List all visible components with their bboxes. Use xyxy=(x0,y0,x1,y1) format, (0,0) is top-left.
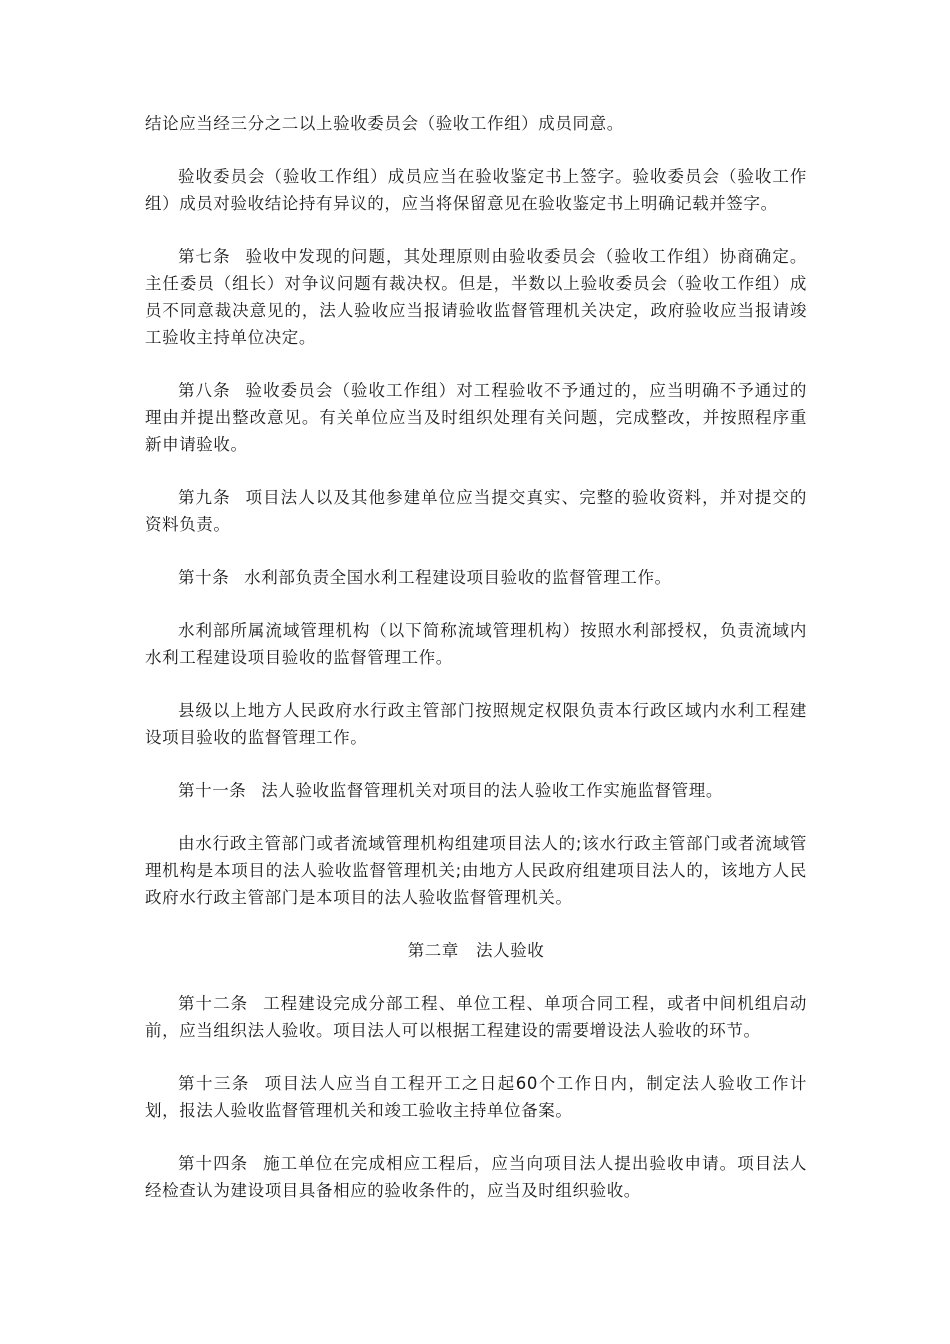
article-number: 第十一条 xyxy=(178,781,247,800)
paragraph-text: 由水行政主管部门或者流域管理机构组建项目法人的;该水行政主管部门或者流域管理机构是本项目的法人验收监督管理机关;由地方人民政府组建项目法人的，该地方人民政府水行政主管部门是本项目的法人验收监督管理机关。 xyxy=(145,834,807,907)
article-number: 第十二条 xyxy=(178,994,249,1013)
article-14 xyxy=(145,1150,807,1204)
article-number: 第九条 xyxy=(178,488,231,507)
article-8 xyxy=(145,377,807,458)
paragraph-continuation xyxy=(145,110,807,137)
article-7 xyxy=(145,243,807,351)
article-11 xyxy=(145,777,807,804)
chapter-heading: 第二章 法人验收 xyxy=(407,941,545,960)
article-text: 水利部负责全国水利工程建设项目验收的监督管理工作。 xyxy=(244,568,672,587)
article-number: 第十四条 xyxy=(178,1154,249,1173)
article-text: 验收中发现的问题，其处理原则由验收委员会（验收工作组）协商确定。主任委员（组长）对争议问题有裁决权。但是，半数以上验收委员会（验收工作组）成员不同意裁决意见的，法人验收应当报请验收监督管理机关决定，政府验收应当报请竣工验收主持单位决定。 xyxy=(145,247,807,347)
paragraph-text: 验收委员会（验收工作组）成员应当在验收鉴定书上签字。验收委员会（验收工作组）成员对验收结论持有异议的，应当将保留意见在验收鉴定书上明确记载并签字。 xyxy=(145,167,807,213)
article-10 xyxy=(145,564,807,591)
article-text: 项目法人以及其他参建单位应当提交真实、完整的验收资料，并对提交的资料负责。 xyxy=(145,488,807,534)
article-text: 验收委员会（验收工作组）对工程验收不予通过的，应当明确不予通过的理由并提出整改意见。有关单位应当及时组织处理有关问题，完成整改，并按照程序重新申请验收。 xyxy=(145,381,807,454)
document-page xyxy=(145,110,807,1230)
paragraph xyxy=(145,830,807,911)
paragraph-text: 结论应当经三分之二以上验收委员会（验收工作组）成员同意。 xyxy=(145,114,624,133)
article-text: 工程建设完成分部工程、单位工程、单项合同工程，或者中间机组启动前，应当组织法人验收。项目法人可以根据工程建设的需要增设法人验收的环节。 xyxy=(145,994,807,1040)
article-number: 第十条 xyxy=(178,568,230,587)
paragraph-text: 水利部所属流域管理机构（以下简称流域管理机构）按照水利部授权，负责流域内水利工程建设项目验收的监督管理工作。 xyxy=(145,621,807,667)
article-text: 施工单位在完成相应工程后，应当向项目法人提出验收申请。项目法人经检查认为建设项目具备相应的验收条件的，应当及时组织验收。 xyxy=(145,1154,807,1200)
article-text: 项目法人应当自工程开工之日起60个工作日内，制定法人验收工作计划，报法人验收监督管理机关和竣工验收主持单位备案。 xyxy=(145,1074,807,1120)
article-13 xyxy=(145,1070,807,1124)
paragraph-text: 县级以上地方人民政府水行政主管部门按照规定权限负责本行政区域内水利工程建设项目验收的监督管理工作。 xyxy=(145,701,807,747)
paragraph xyxy=(145,617,807,671)
article-9 xyxy=(145,484,807,538)
article-number: 第七条 xyxy=(178,247,231,266)
article-12 xyxy=(145,990,807,1044)
article-number: 第八条 xyxy=(178,381,231,400)
paragraph xyxy=(145,697,807,751)
article-number: 第十三条 xyxy=(178,1074,250,1093)
paragraph xyxy=(145,163,807,217)
article-text: 法人验收监督管理机关对项目的法人验收工作实施监督管理。 xyxy=(261,781,723,800)
